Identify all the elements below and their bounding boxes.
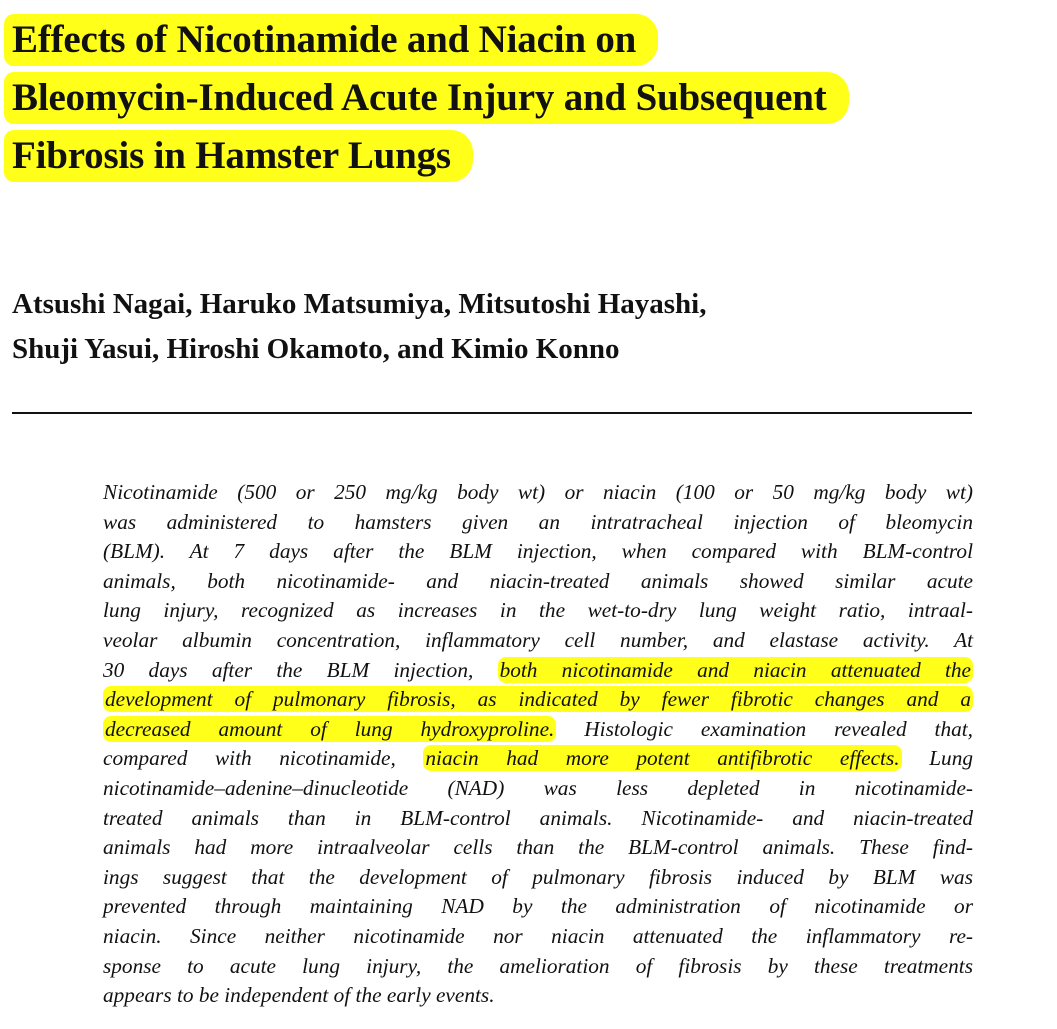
abstract-line: veolar albumin concentration, inflammatory cell number, and elastase activity. At: [103, 627, 973, 652]
author-line: Shuji Yasui, Hiroshi Okamoto, and Kimio Konno: [12, 333, 620, 365]
abstract-text: compared with nicotinamide,: [103, 746, 396, 771]
abstract-line: Nicotinamide (500 or 250 mg/kg body wt) or niacin (100 or 50 mg/kg body wt): [103, 480, 973, 504]
abstract-line: niacin. Since neither nicotinamide nor niacin attenuated the inflammatory re-: [103, 923, 973, 948]
abstract-line: [103, 656, 973, 686]
abstract-line: ings suggest that the development of pulmonary fibrosis induced by BLM was: [103, 864, 973, 889]
author-list: [12, 282, 1012, 372]
abstract-line: lung injury, recognized as increases in the wet-to-dry lung weight ratio, intraal-: [103, 598, 973, 623]
abstract-text: Lung: [929, 746, 973, 771]
abstract-line: nicotinamide–adenine–dinucleotide (NAD) was less depleted in nicotinamide-: [103, 775, 973, 800]
abstract-line: (BLM). At 7 days after the BLM injection, when compared with BLM-control: [103, 539, 973, 564]
highlighted-title-text: Effects of Nicotinamide and Niacin on: [4, 14, 658, 66]
title-line: [4, 14, 1044, 72]
abstract-text: 30 days after the BLM injection,: [103, 657, 474, 682]
highlighted-text: niacin had more potent antifibrotic effects.: [425, 746, 900, 771]
abstract-text: Histologic examination revealed that,: [584, 716, 974, 741]
highlighted-text: decreased amount of lung hydroxyproline.: [105, 716, 555, 741]
title-line: [4, 72, 1044, 130]
abstract-line: [103, 744, 973, 774]
section-divider: [12, 412, 972, 414]
abstract-line: was administered to hamsters given an intratracheal injection of bleomycin: [103, 509, 973, 534]
abstract-line: [103, 715, 973, 745]
highlighted-text: both nicotinamide and niacin attenuated the: [499, 657, 971, 682]
article-title: [4, 14, 1044, 188]
highlighted-title-text: Bleomycin-Induced Acute Injury and Subsequent: [4, 72, 849, 124]
author-line: Atsushi Nagai, Haruko Matsumiya, Mitsutoshi Hayashi,: [12, 288, 707, 320]
highlighted-text: development of pulmonary fibrosis, as indicated by fewer fibrotic changes and a: [105, 687, 971, 712]
abstract-line: appears to be independent of the early events.: [103, 983, 495, 1008]
abstract-line: sponse to acute lung injury, the amelioration of fibrosis by these treatments: [103, 953, 973, 978]
title-line: [4, 130, 1044, 188]
abstract-line: prevented through maintaining NAD by the administration of nicotinamide or: [103, 894, 973, 919]
abstract-line: [103, 685, 973, 715]
abstract-line: treated animals than in BLM-control animals. Nicotinamide- and niacin-treated: [103, 805, 973, 830]
abstract-line: animals, both nicotinamide- and niacin-treated animals showed similar acute: [103, 568, 973, 593]
abstract: [103, 478, 973, 1011]
highlighted-title-text: Fibrosis in Hamster Lungs: [4, 130, 473, 182]
abstract-line: animals had more intraalveolar cells than the BLM-control animals. These find-: [103, 835, 973, 860]
